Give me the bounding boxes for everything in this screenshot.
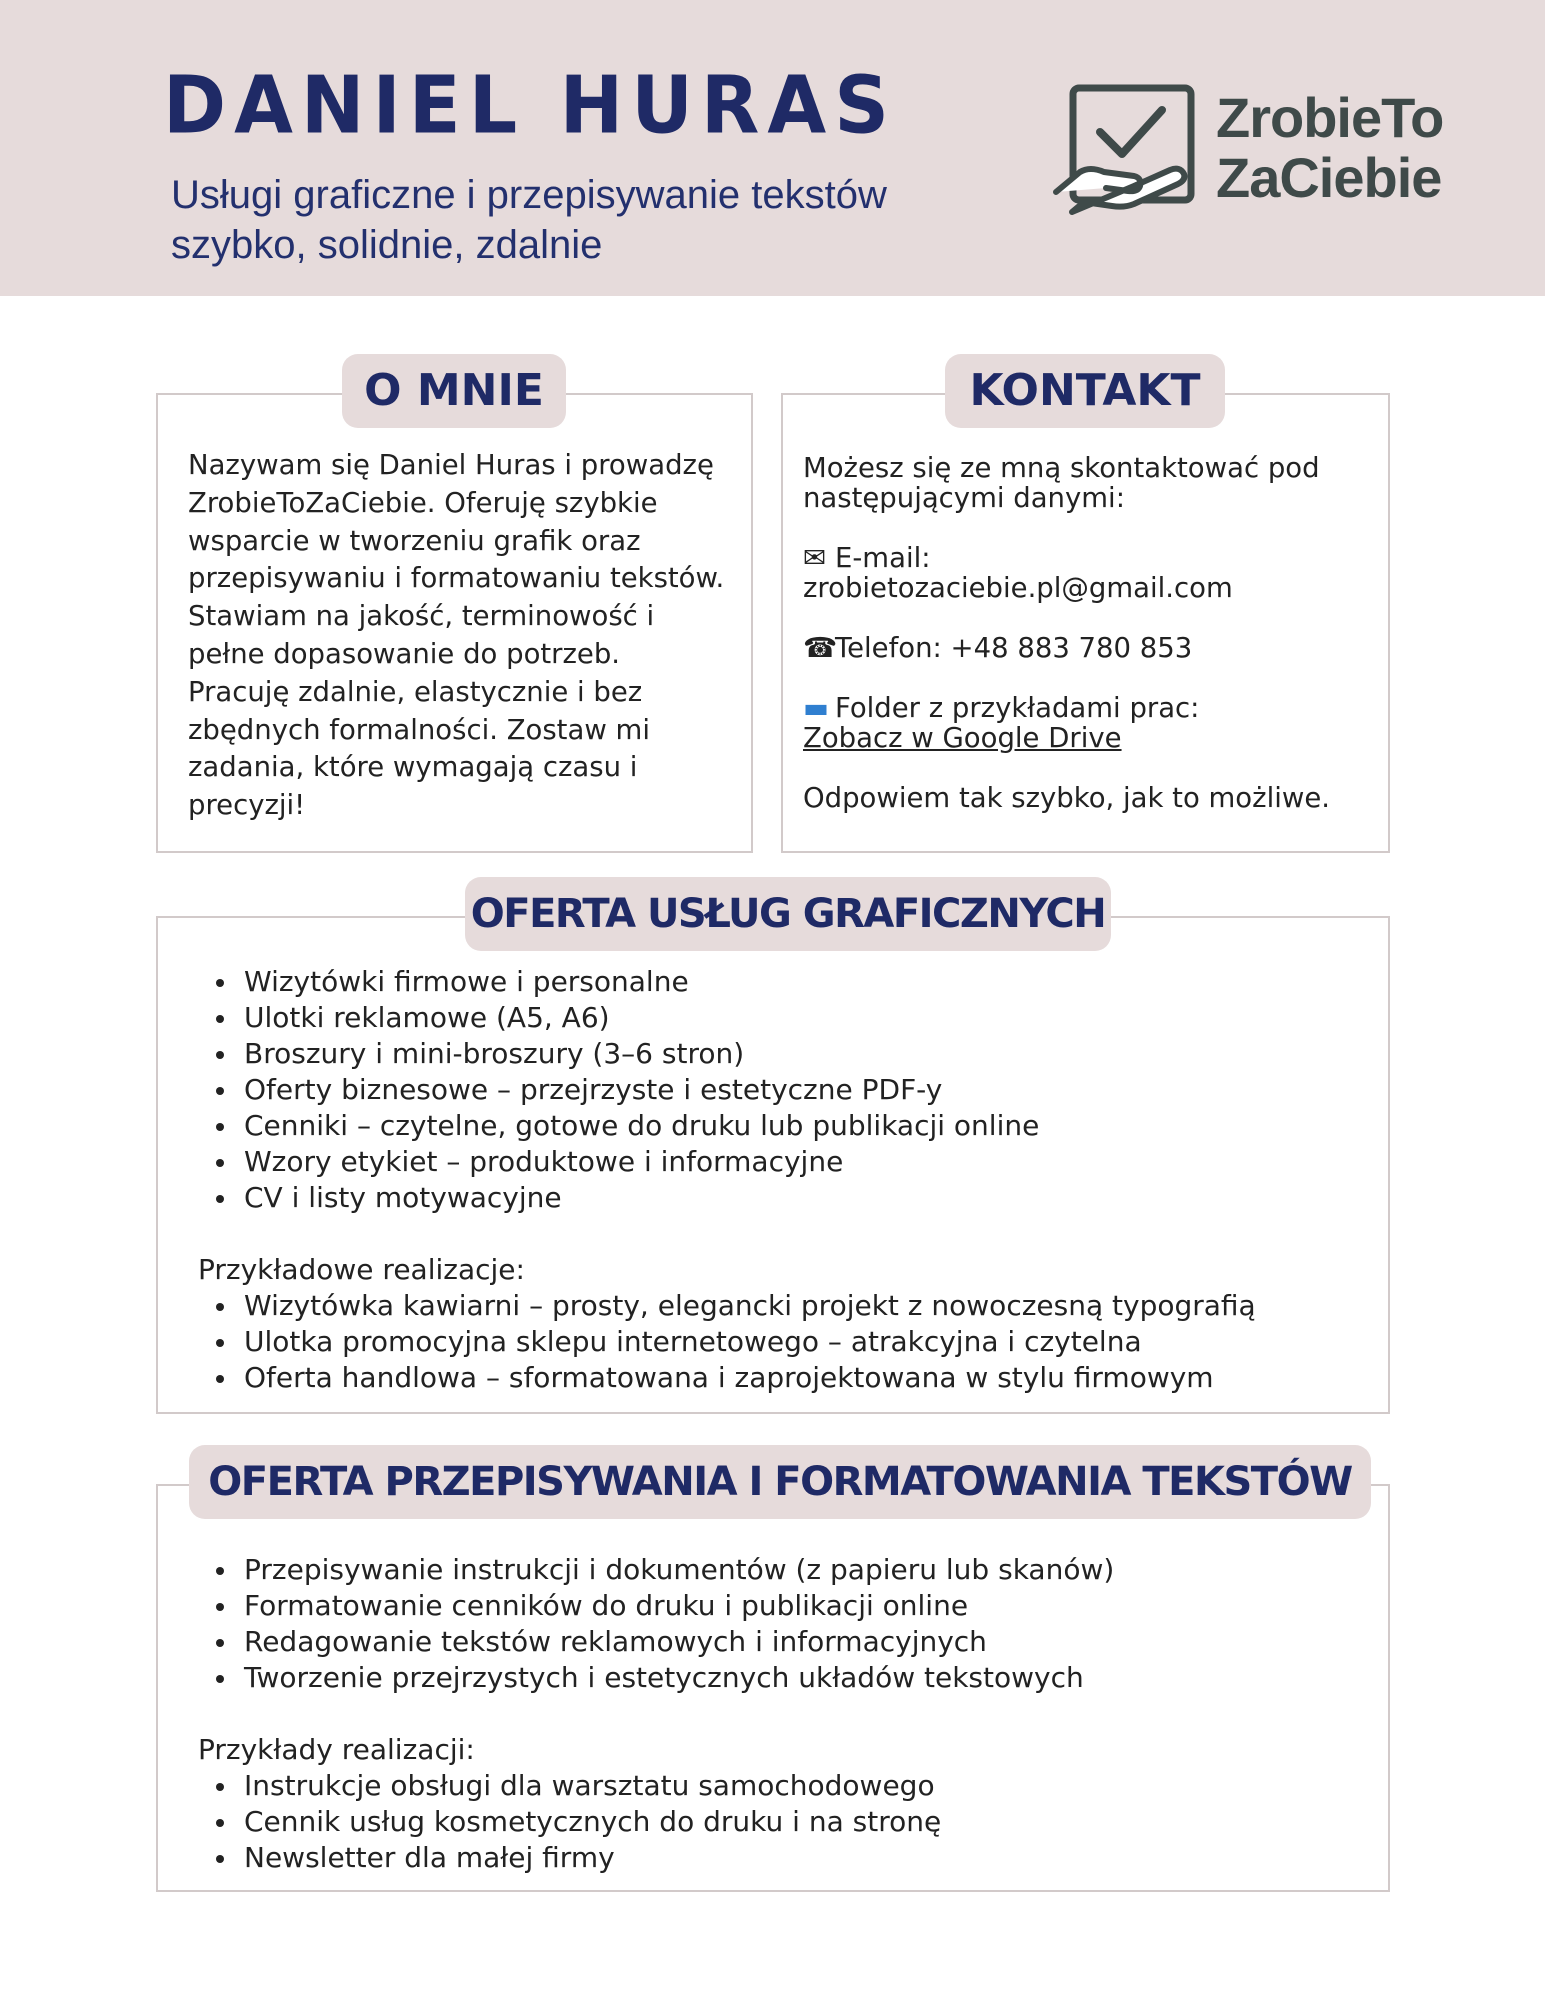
list-item: Wizytówka kawiarni – prosty, elegancki projekt z nowoczesną typografią [198,1288,1378,1324]
about-section [156,393,753,853]
contact-closing: Odpowiem tak szybko, jak to możliwe. [803,782,1330,814]
email-value[interactable]: zrobietozaciebie.pl@gmail.com [803,572,1233,604]
person-name: DANIEL HURAS [163,57,897,152]
list-item: Oferta handlowa – sformatowana i zaprojektowana w stylu firmowym [198,1360,1378,1396]
list-item: Broszury i mini-broszury (3–6 stron) [198,1036,1378,1072]
list-item: Cenniki – czytelne, gotowe do druku lub publikacji online [198,1108,1378,1144]
brand-logo [1050,80,1450,220]
list-item: Wizytówki firmowe i personalne [198,964,1378,1000]
list-item: Cennik usług kosmetycznych do druku i na stronę [198,1804,1378,1840]
logo-wordmark [1216,88,1443,208]
list-item: Newsletter dla małej firmy [198,1840,1378,1876]
contact-intro: Możesz się ze mną skontaktować pod następującymi danymi: [803,452,1320,514]
list-item: Formatowanie cenników do druku i publikacji online [198,1588,1378,1624]
logo-line-1: ZrobieTo [1216,86,1444,149]
tagline [171,170,1071,270]
email-label: ✉ E-mail: [803,542,931,574]
list-item: Oferty biznesowe – przejrzyste i estetyczne PDF-y [198,1072,1378,1108]
graphics-list [198,964,1378,1216]
graphics-title: OFERTA USŁUG GRAFICZNYCH [465,877,1111,951]
folder-icon: ▬ [803,692,829,724]
list-item: Przepisywanie instrukcji i dokumentów (z papieru lub skanów) [198,1552,1378,1588]
google-drive-link[interactable]: Zobacz w Google Drive [803,722,1122,754]
about-text: Nazywam się Daniel Huras i prowadzę ZrobieToZaCiebie. Oferuję szybkie wsparcie w tworzeniu grafik oraz przepisywaniu i formatowaniu tekstów. Stawiam na jakość, terminowość i pełne dopasowanie do potrzeb. Pracuję zdalnie, elastycznie i bez zbędnych formalności. Zostaw mi zadania, które wymagają czasu i precyzji! [188,449,725,822]
graphics-examples-heading: Przykładowe realizacje: [198,1253,525,1286]
list-item: Ulotki reklamowe (A5, A6) [198,1000,1378,1036]
checkbox-hand-icon [1050,80,1210,220]
logo-line-2: ZaCiebie [1216,146,1442,209]
list-item: Instrukcje obsługi dla warsztatu samochodowego [198,1768,1378,1804]
phone-line: ☎Telefon: +48 883 780 853 [803,632,1193,664]
about-title: O MNIE [342,354,566,428]
texts-list [198,1552,1378,1696]
graphics-examples-list [198,1288,1378,1396]
list-item: Wzory etykiet – produktowe i informacyjne [198,1144,1378,1180]
list-item: Tworzenie przejrzystych i estetycznych układów tekstowych [198,1660,1378,1696]
header-banner [0,0,1545,296]
phone-icon: ☎ [803,632,838,664]
contact-title: KONTAKT [945,354,1225,428]
texts-section [156,1484,1390,1892]
envelope-icon: ✉ [803,542,827,574]
list-item: Ulotka promocyjna sklepu internetowego – atrakcyjna i czytelna [198,1324,1378,1360]
tagline-line-1: Usługi graficzne i przepisywanie tekstów [171,173,887,217]
list-item: CV i listy motywacyjne [198,1180,1378,1216]
folder-label: ▬ Folder z przykładami prac: [803,692,1200,724]
contact-section [781,393,1390,853]
list-item: Redagowanie tekstów reklamowych i informacyjnych [198,1624,1378,1660]
texts-title: OFERTA PRZEPISYWANIA I FORMATOWANIA TEKSTÓW [189,1445,1371,1519]
graphics-section [156,916,1390,1414]
texts-examples-list [198,1768,1378,1876]
texts-examples-heading: Przykłady realizacji: [198,1733,475,1766]
tagline-line-2: szybko, solidnie, zdalnie [171,223,603,267]
